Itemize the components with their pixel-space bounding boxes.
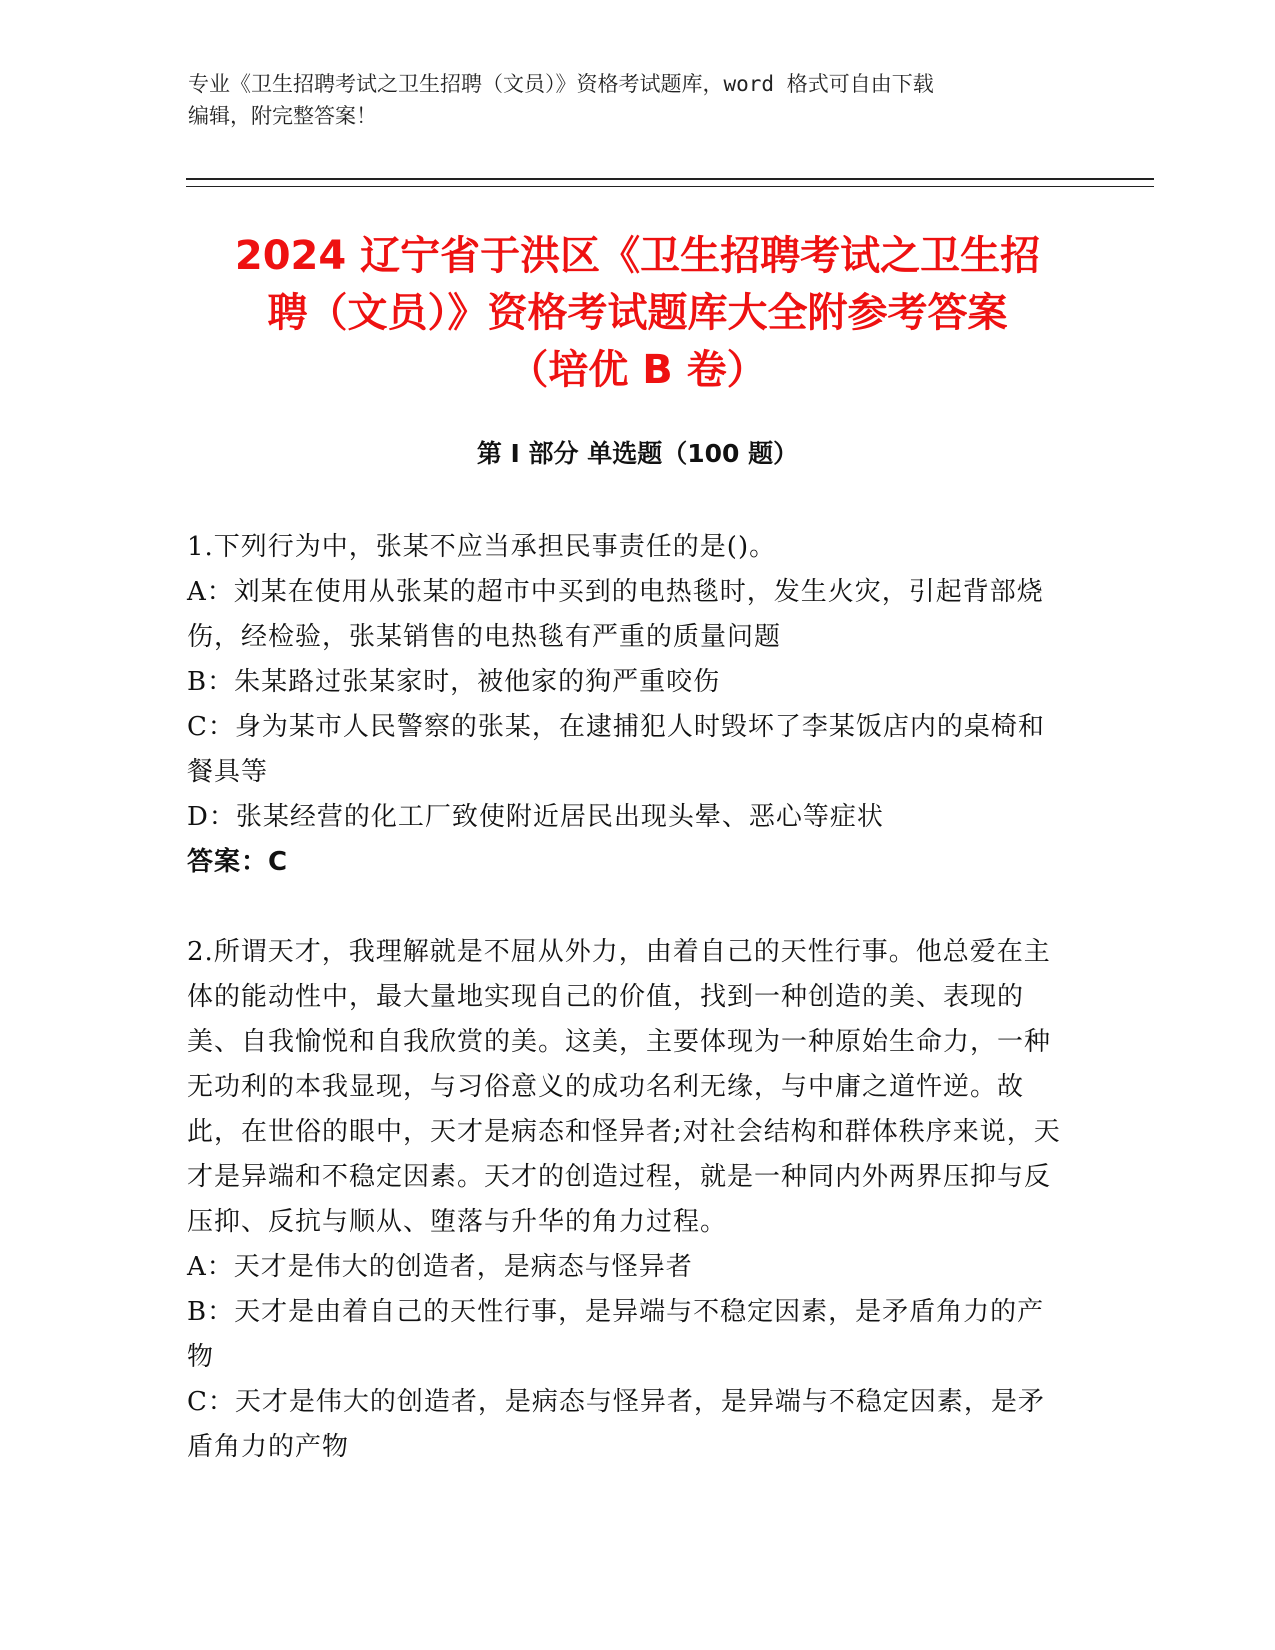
option-a: A：天才是伟大的创造者，是病态与怪异者 <box>187 1252 693 1282</box>
option-c: C：身为某市人民警察的张某，在逮捕犯人时毁坏了李某饭店内的桌椅和餐具等 <box>187 712 1045 787</box>
question-stem: 2.所谓天才，我理解就是不屈从外力，由着自己的天性行事。他总爱在主体的能动性中，最大量地实现自己的价值，找到一种创造的美、表现的美、自我愉悦和自我欣赏的美。这美，主要体现为一种原始生命力，一种无功利的本我显现，与习俗意义的成功名利无缘，与中庸之道忤逆。故此，在世俗的眼中，天才是病态和怪异者;对社会结构和群体秩序来说，天才是异端和不稳定因素。天才的创造过程，就是一种同内外两界压抑与反压抑、反抗与顺从、堕落与升华的角力过程。 <box>187 937 1061 1237</box>
header-divider <box>186 178 1154 187</box>
option-a: A：刘某在使用从张某的超市中买到的电热毯时，发生火灾，引起背部烧伤，经检验，张某销售的电热毯有严重的质量问题 <box>187 577 1044 652</box>
option-c: C：天才是伟大的创造者，是病态与怪异者，是异端与不稳定因素，是矛盾角力的产物 <box>187 1387 1045 1462</box>
question-1 <box>187 525 1067 885</box>
question-2 <box>187 930 1067 1470</box>
header-line-2: 编辑，附完整答案！ <box>188 104 377 128</box>
option-d: D：张某经营的化工厂致使附近居民出现头晕、恶心等症状 <box>187 802 884 832</box>
answer: 答案：C <box>187 847 289 877</box>
header-line-1: 专业《卫生招聘考试之卫生招聘（文员）》资格考试题库，word 格式可自由下载 <box>188 72 934 96</box>
question-spacer <box>187 885 1067 930</box>
section-title: 第 I 部分 单选题（100 题） <box>476 439 799 468</box>
option-b: B：天才是由着自己的天性行事，是异端与不稳定因素，是矛盾角力的产物 <box>187 1297 1045 1372</box>
document-title <box>160 228 1115 399</box>
question-stem: 1.下列行为中，张某不应当承担民事责任的是()。 <box>187 532 777 562</box>
title-line-3: （培优 B 卷） <box>508 347 767 393</box>
question-list <box>187 525 1067 1470</box>
title-line-1: 2024 辽宁省于洪区《卫生招聘考试之卫生招 <box>234 233 1041 279</box>
title-line-2: 聘（文员）》资格考试题库大全附参考答案 <box>267 290 1008 336</box>
option-b: B：朱某路过张某家时，被他家的狗严重咬伤 <box>187 667 721 697</box>
document-header <box>188 68 1088 132</box>
